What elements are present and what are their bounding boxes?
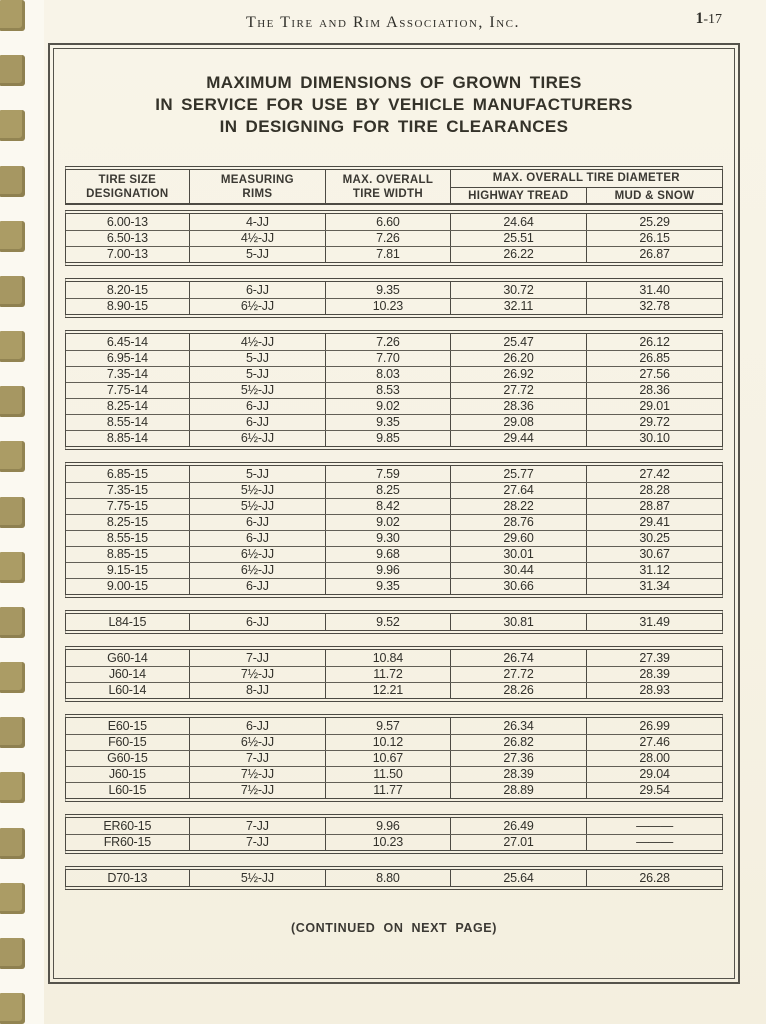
cell-highway-tread: 30.01 — [450, 547, 586, 562]
continued-note: (CONTINUED ON NEXT PAGE) — [290, 921, 498, 935]
cell-tire-size: 8.55-15 — [106, 531, 148, 545]
cell-tire-width: 8.42 — [325, 499, 450, 514]
cell-measuring-rim: 5½-JJ — [189, 383, 325, 398]
cell-tire-size: 6.50-13 — [106, 231, 148, 245]
cell-measuring-rim: 7-JJ — [189, 835, 325, 850]
cell-measuring-rim: 7-JJ — [189, 650, 325, 666]
cell-highway-tread: 30.44 — [450, 563, 586, 578]
cell-tire-width: 9.85 — [325, 431, 450, 446]
cell-tire-width: 11.77 — [325, 783, 450, 798]
table-group — [65, 278, 723, 318]
cell-measuring-rim: 5-JJ — [189, 367, 325, 382]
table-row — [66, 766, 722, 782]
cell-highway-tread: 30.66 — [450, 579, 586, 594]
cell-tire-width: 9.68 — [325, 547, 450, 562]
cell-highway-tread: 27.72 — [450, 383, 586, 398]
cell-tire-size: 7.35-15 — [106, 483, 148, 497]
col-header-line: TIRE SIZE — [98, 173, 157, 186]
cell-measuring-rim: 4-JJ — [189, 214, 325, 230]
cell-measuring-rim: 5-JJ — [189, 466, 325, 482]
cell-highway-tread: 25.51 — [450, 231, 586, 246]
cell-highway-tread: 26.82 — [450, 735, 586, 750]
cell-highway-tread: 26.49 — [450, 818, 586, 834]
table-row — [66, 350, 722, 366]
cell-measuring-rim: 4½-JJ — [189, 334, 325, 350]
cell-highway-tread: 28.39 — [450, 767, 586, 782]
cell-tire-size: E60-15 — [107, 718, 147, 733]
cell-tire-width: 10.23 — [325, 299, 450, 314]
binding-hole — [0, 497, 25, 528]
col-header-line: MEASURING — [220, 173, 294, 186]
cell-tire-size: J60-14 — [108, 667, 146, 681]
cell-tire-size: G60-14 — [107, 650, 148, 665]
table-row — [66, 666, 722, 682]
cell-measuring-rim: 5½-JJ — [189, 483, 325, 498]
table-group — [65, 610, 723, 634]
cell-tire-size: 8.20-15 — [106, 282, 148, 297]
cell-tire-width: 9.35 — [325, 415, 450, 430]
cell-tire-width: 7.70 — [325, 351, 450, 366]
cell-tire-size: 9.00-15 — [106, 579, 148, 593]
cell-tire-width: 11.72 — [325, 667, 450, 682]
cell-tire-width: 9.57 — [325, 718, 450, 734]
cell-tire-size: 6.00-13 — [106, 214, 148, 229]
cell-mud-snow: 25.29 — [586, 214, 722, 230]
page-number-rest: -17 — [703, 12, 722, 27]
table-header — [65, 166, 723, 205]
cell-mud-snow: 29.41 — [586, 515, 722, 530]
table-row — [66, 466, 722, 482]
cell-tire-size: D70-13 — [107, 870, 148, 885]
table-row — [66, 718, 722, 734]
cell-mud-snow: ——— — [586, 835, 722, 850]
table-row — [66, 530, 722, 546]
cell-measuring-rim: 6-JJ — [189, 531, 325, 546]
table-group — [65, 866, 723, 890]
binding-hole — [0, 828, 25, 859]
cell-highway-tread: 27.36 — [450, 751, 586, 766]
cell-tire-width: 10.23 — [325, 835, 450, 850]
cell-mud-snow: 26.15 — [586, 231, 722, 246]
cell-tire-width: 9.35 — [325, 282, 450, 298]
tire-table-groups — [65, 210, 723, 890]
binding-hole — [0, 717, 25, 748]
table-row — [66, 870, 722, 886]
col-header-mud-snow: MUD & SNOW — [586, 188, 722, 203]
cell-measuring-rim: 7½-JJ — [189, 667, 325, 682]
table-group — [65, 330, 723, 450]
cell-measuring-rim: 7-JJ — [189, 751, 325, 766]
cell-mud-snow: 27.56 — [586, 367, 722, 382]
cell-mud-snow: 32.78 — [586, 299, 722, 314]
cell-mud-snow: 28.00 — [586, 751, 722, 766]
cell-tire-width: 10.12 — [325, 735, 450, 750]
cell-measuring-rim: 6-JJ — [189, 718, 325, 734]
title-line-2: IN SERVICE FOR USE BY VEHICLE MANUFACTURERS — [155, 95, 633, 114]
table-group — [65, 210, 723, 266]
cell-mud-snow: ——— — [586, 818, 722, 834]
cell-tire-width: 9.35 — [325, 579, 450, 594]
binding-hole — [0, 607, 25, 638]
cell-mud-snow: 31.49 — [586, 614, 722, 630]
col-header-line: TIRE WIDTH — [352, 187, 423, 200]
table-row — [66, 782, 722, 798]
cell-mud-snow: 30.25 — [586, 531, 722, 546]
cell-highway-tread: 28.89 — [450, 783, 586, 798]
cell-highway-tread: 27.72 — [450, 667, 586, 682]
table-row — [66, 578, 722, 594]
table-row — [66, 498, 722, 514]
cell-measuring-rim: 6-JJ — [189, 579, 325, 594]
cell-measuring-rim: 6½-JJ — [189, 431, 325, 446]
table-row — [66, 650, 722, 666]
col-header-max-overall-tire-diameter — [450, 170, 722, 203]
table-row — [66, 398, 722, 414]
cell-mud-snow: 26.28 — [586, 870, 722, 886]
cell-tire-width: 8.25 — [325, 483, 450, 498]
table-row — [66, 414, 722, 430]
cell-measuring-rim: 8-JJ — [189, 683, 325, 698]
cell-highway-tread: 26.74 — [450, 650, 586, 666]
cell-tire-size: L84-15 — [108, 614, 147, 629]
cell-mud-snow: 26.85 — [586, 351, 722, 366]
cell-highway-tread: 28.76 — [450, 515, 586, 530]
cell-tire-width: 8.80 — [325, 870, 450, 886]
cell-tire-width: 9.02 — [325, 399, 450, 414]
binding-hole — [0, 993, 25, 1024]
table-row — [66, 614, 722, 630]
col-header-line: MAX. OVERALL — [342, 173, 434, 186]
cell-highway-tread: 25.64 — [450, 870, 586, 886]
running-head: The Tire and Rim Association, Inc. — [245, 14, 521, 31]
cell-measuring-rim: 6½-JJ — [189, 735, 325, 750]
cell-highway-tread: 28.26 — [450, 683, 586, 698]
col-header-line: DESIGNATION — [86, 187, 169, 200]
cell-tire-size: 7.75-15 — [106, 499, 148, 513]
table-row — [66, 246, 722, 262]
diameter-span-header: MAX. OVERALL TIRE DIAMETER — [451, 170, 722, 188]
table-row — [66, 750, 722, 766]
cell-measuring-rim: 5-JJ — [189, 351, 325, 366]
cell-mud-snow: 29.04 — [586, 767, 722, 782]
diameter-sub-headers — [451, 188, 722, 203]
binding-strip — [0, 0, 44, 1024]
cell-highway-tread: 30.72 — [450, 282, 586, 298]
cell-mud-snow: 26.99 — [586, 718, 722, 734]
binding-hole — [0, 386, 25, 417]
cell-mud-snow: 29.01 — [586, 399, 722, 414]
cell-tire-size: L60-14 — [108, 683, 147, 697]
binding-hole — [0, 331, 25, 362]
table-group — [65, 646, 723, 702]
table-row — [66, 382, 722, 398]
cell-tire-size: G60-15 — [107, 751, 148, 765]
table-row — [66, 562, 722, 578]
cell-measuring-rim: 6-JJ — [189, 415, 325, 430]
cell-tire-width: 8.53 — [325, 383, 450, 398]
cell-measuring-rim: 6-JJ — [189, 399, 325, 414]
col-header-highway-tread: HIGHWAY TREAD — [468, 189, 569, 202]
cell-highway-tread: 25.47 — [450, 334, 586, 350]
cell-tire-width: 7.26 — [325, 334, 450, 350]
cell-highway-tread: 25.77 — [450, 466, 586, 482]
table-group — [65, 714, 723, 802]
cell-measuring-rim: 6-JJ — [189, 282, 325, 298]
col-header-measuring-rims — [189, 170, 325, 203]
cell-measuring-rim: 7-JJ — [189, 818, 325, 834]
cell-measuring-rim: 7½-JJ — [189, 783, 325, 798]
cell-highway-tread: 26.92 — [450, 367, 586, 382]
binding-hole — [0, 552, 25, 583]
cell-mud-snow: 28.28 — [586, 483, 722, 498]
cell-mud-snow: 29.54 — [586, 783, 722, 798]
table-row — [66, 482, 722, 498]
binding-hole — [0, 441, 25, 472]
title-line-1: MAXIMUM DIMENSIONS OF GROWN TIRES — [206, 73, 582, 92]
cell-tire-size: ER60-15 — [103, 818, 152, 833]
cell-tire-width: 9.02 — [325, 515, 450, 530]
cell-tire-size: 8.90-15 — [106, 299, 148, 313]
table-row — [66, 430, 722, 446]
binding-hole — [0, 662, 25, 693]
table-row — [66, 298, 722, 314]
col-header-tire-size-designation — [66, 170, 189, 203]
page-number — [696, 10, 722, 28]
cell-tire-size: 9.15-15 — [106, 563, 148, 577]
table-row — [66, 546, 722, 562]
cell-measuring-rim: 5½-JJ — [189, 870, 325, 886]
cell-mud-snow: 26.12 — [586, 334, 722, 350]
cell-measuring-rim: 5-JJ — [189, 247, 325, 262]
cell-mud-snow: 27.46 — [586, 735, 722, 750]
cell-tire-width: 9.52 — [325, 614, 450, 630]
table-row — [66, 214, 722, 230]
cell-tire-width: 7.26 — [325, 231, 450, 246]
document-title — [48, 72, 740, 138]
cell-tire-size: J60-15 — [108, 767, 146, 781]
table-row — [66, 734, 722, 750]
binding-hole — [0, 221, 25, 252]
cell-measuring-rim: 6-JJ — [189, 515, 325, 530]
cell-measuring-rim: 6½-JJ — [189, 547, 325, 562]
table-row — [66, 514, 722, 530]
cell-mud-snow: 31.34 — [586, 579, 722, 594]
title-line-3: IN DESIGNING FOR TIRE CLEARANCES — [219, 117, 569, 136]
cell-measuring-rim: 6½-JJ — [189, 563, 325, 578]
table-row — [66, 366, 722, 382]
cell-highway-tread: 26.34 — [450, 718, 586, 734]
cell-mud-snow: 31.12 — [586, 563, 722, 578]
cell-highway-tread: 27.01 — [450, 835, 586, 850]
binding-hole — [0, 276, 25, 307]
cell-tire-width: 7.81 — [325, 247, 450, 262]
cell-tire-size: F60-15 — [108, 735, 147, 749]
cell-mud-snow: 26.87 — [586, 247, 722, 262]
binding-hole — [0, 938, 25, 969]
cell-highway-tread: 28.36 — [450, 399, 586, 414]
cell-tire-size: 6.95-14 — [106, 351, 148, 365]
cell-tire-size: 6.45-14 — [106, 334, 148, 349]
table-group — [65, 814, 723, 854]
cell-tire-size: 8.25-14 — [106, 399, 148, 413]
cell-measuring-rim: 6½-JJ — [189, 299, 325, 314]
cell-measuring-rim: 5½-JJ — [189, 499, 325, 514]
cell-tire-width: 8.03 — [325, 367, 450, 382]
cell-tire-width: 6.60 — [325, 214, 450, 230]
cell-mud-snow: 30.67 — [586, 547, 722, 562]
cell-measuring-rim: 7½-JJ — [189, 767, 325, 782]
cell-highway-tread: 29.44 — [450, 431, 586, 446]
cell-tire-size: 7.35-14 — [106, 367, 148, 381]
cell-tire-width: 12.21 — [325, 683, 450, 698]
cell-mud-snow: 28.39 — [586, 667, 722, 682]
cell-tire-width: 7.59 — [325, 466, 450, 482]
cell-highway-tread: 26.20 — [450, 351, 586, 366]
table-row — [66, 682, 722, 698]
cell-tire-width: 10.67 — [325, 751, 450, 766]
cell-mud-snow: 28.87 — [586, 499, 722, 514]
table-group — [65, 462, 723, 598]
cell-tire-width: 9.96 — [325, 563, 450, 578]
cell-measuring-rim: 6-JJ — [189, 614, 325, 630]
cell-mud-snow: 30.10 — [586, 431, 722, 446]
table-row — [66, 818, 722, 834]
page-number-section: 1 — [695, 10, 704, 27]
cell-highway-tread: 26.22 — [450, 247, 586, 262]
table-row — [66, 282, 722, 298]
cell-mud-snow: 27.39 — [586, 650, 722, 666]
binding-hole — [0, 166, 25, 197]
cell-measuring-rim: 4½-JJ — [189, 231, 325, 246]
cell-mud-snow: 31.40 — [586, 282, 722, 298]
cell-tire-size: 8.25-15 — [106, 515, 148, 529]
cell-highway-tread: 28.22 — [450, 499, 586, 514]
col-header-line: RIMS — [242, 187, 273, 200]
binding-hole — [0, 883, 25, 914]
cell-mud-snow: 28.93 — [586, 683, 722, 698]
cell-tire-width: 11.50 — [325, 767, 450, 782]
binding-hole — [0, 55, 25, 86]
table-row — [66, 230, 722, 246]
cell-tire-width: 10.84 — [325, 650, 450, 666]
cell-highway-tread: 24.64 — [450, 214, 586, 230]
cell-highway-tread: 30.81 — [450, 614, 586, 630]
cell-mud-snow: 28.36 — [586, 383, 722, 398]
cell-tire-width: 9.30 — [325, 531, 450, 546]
binding-hole — [0, 110, 25, 141]
cell-tire-size: 7.00-13 — [106, 247, 148, 261]
cell-highway-tread: 29.60 — [450, 531, 586, 546]
cell-tire-size: 8.85-14 — [106, 431, 148, 445]
cell-mud-snow: 27.42 — [586, 466, 722, 482]
cell-tire-size: L60-15 — [108, 783, 147, 797]
cell-tire-size: 6.85-15 — [106, 466, 148, 481]
cell-tire-size: FR60-15 — [103, 835, 151, 849]
cell-tire-size: 8.55-14 — [106, 415, 148, 429]
table-row — [66, 334, 722, 350]
cell-tire-width: 9.96 — [325, 818, 450, 834]
table-row — [66, 834, 722, 850]
cell-tire-size: 7.75-14 — [106, 383, 148, 397]
col-header-max-overall-tire-width — [325, 170, 450, 203]
cell-highway-tread: 27.64 — [450, 483, 586, 498]
binding-hole — [0, 772, 25, 803]
tire-table — [65, 166, 723, 890]
cell-mud-snow: 29.72 — [586, 415, 722, 430]
cell-tire-size: 8.85-15 — [106, 547, 148, 561]
cell-highway-tread: 29.08 — [450, 415, 586, 430]
cell-highway-tread: 32.11 — [450, 299, 586, 314]
